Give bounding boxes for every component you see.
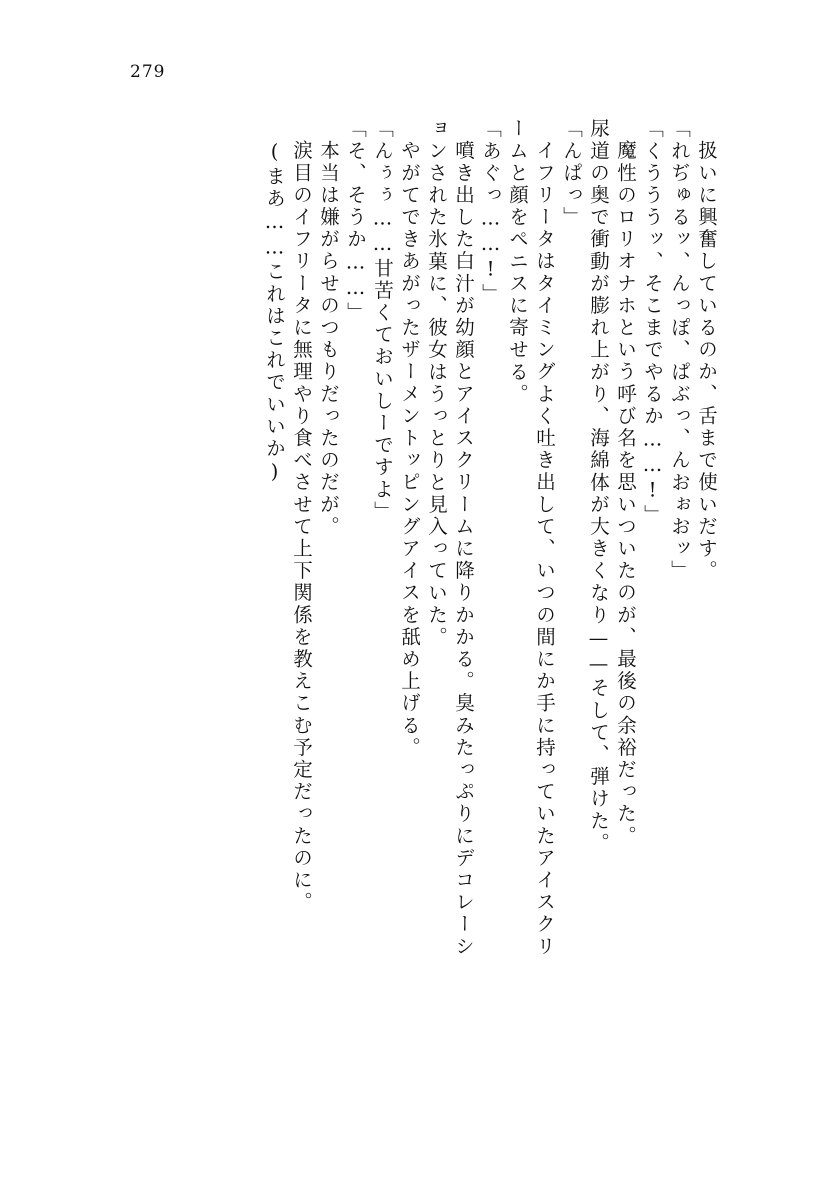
page-number: 279 (130, 62, 166, 82)
text-line: 噴き出した白汁が幼顔とアイスクリームに降りかかる。臭みたっぷりにデコレーシ (452, 140, 475, 958)
text-line: 「くうううッ、そこまでやるか……!」 (641, 118, 664, 527)
text-line: 涙目のイフリータに無理やり食べさせて上下関係を教えこむ予定だったのに。 (290, 140, 313, 914)
text-line: 「れぢゅるッ、んっぽ、ぱぶっ、んおぉおッ」 (668, 118, 691, 583)
text-line: 「んぅぅ……甘苦くておいしーですよ」 (371, 118, 394, 523)
text-line: 本当は嫌がらせのつもりだったのだが。 (317, 140, 340, 538)
text-line: イフリータはタイミングよく吐き出して、いつの間にか手に持っていたアイスクリ (533, 140, 556, 958)
text-line: 「んぱっ」 (560, 118, 583, 229)
text-line: 扱いに興奮しているのか、舌まで使いだす。 (695, 140, 718, 582)
text-line: 「あぐっ……!」 (479, 118, 502, 306)
body-text (96, 118, 716, 1058)
text-line: 「そ、そうか……」 (344, 118, 367, 324)
text-line: ョンされた氷菓に、彼女はうっとりと見入っていた。 (425, 118, 448, 649)
text-line: 魔性のロリオナホという呼び名を思いついたのが、最後の余裕だった。 (614, 140, 637, 848)
text-line: 尿道の奥で衝動が膨れ上がり、海綿体が大きくなり——そして、弾けた。 (587, 118, 610, 855)
text-line: (まあ……これはこれでいいか) (263, 140, 286, 486)
text-line: ームと顔をペニスに寄せる。 (506, 118, 529, 406)
text-line: やがてできあがったザーメントッピングアイスを舐め上げる。 (398, 140, 421, 759)
